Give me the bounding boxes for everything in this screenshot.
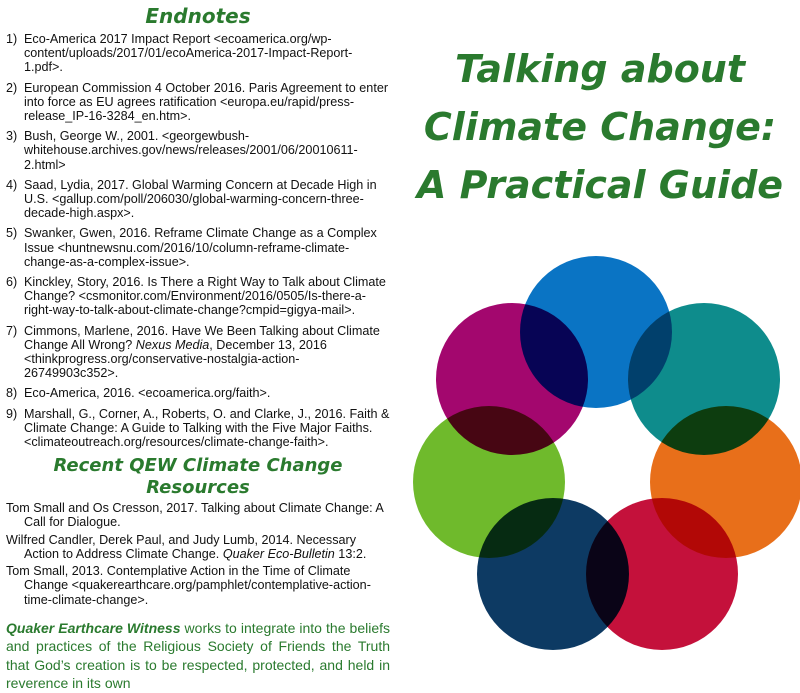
endnote-text-end: , December 13, 2016 <thinkprogress.org/conservative-nostalgia-action-26749903c352>. xyxy=(24,337,327,381)
endnote-number: 9) xyxy=(6,406,18,421)
resource-publication: Quaker Eco-Bulletin xyxy=(222,546,335,561)
endnote-item xyxy=(6,178,390,221)
qew-org-name: Quaker Earthcare Witness xyxy=(6,619,181,636)
endnote-item xyxy=(6,275,390,318)
cover-title xyxy=(410,40,790,214)
resource-item: Tom Small, 2013. Contemplative Action in the Time of Climate Change <quakerearthcare.org/pamphlet/contemplative-action-time-climate-change>. xyxy=(6,564,371,607)
circle-magenta xyxy=(436,303,588,455)
endnotes-list xyxy=(6,32,390,449)
cover-panel xyxy=(400,0,800,671)
title-line-2: Climate Change: xyxy=(423,105,777,149)
resources-list xyxy=(6,501,390,606)
resource-item xyxy=(6,533,390,561)
endnote-item xyxy=(6,81,390,124)
endnote-item xyxy=(6,407,390,450)
resources-heading: Recent QEW Climate Change Resources xyxy=(53,455,343,499)
endnote-text: Saad, Lydia, 2017. Global Warming Concern at Decade High in U.S. <gallup.com/poll/206030/global-warming-concern-three-decade-high.aspx>. xyxy=(24,177,377,221)
endnote-publication: Nexus Media xyxy=(135,337,210,352)
title-line-3: A Practical Guide xyxy=(416,163,784,207)
resource-text-end: 13:2. xyxy=(334,546,367,561)
endnote-item xyxy=(6,226,390,269)
endnote-number: 4) xyxy=(6,177,18,192)
endnote-number: 6) xyxy=(6,275,18,290)
endnote-number: 7) xyxy=(6,323,18,338)
endnote-number: 8) xyxy=(6,386,18,401)
left-panel xyxy=(6,4,390,692)
endnote-text: Kinckley, Story, 2016. Is There a Right Way to Talk about Climate Change? <csmonitor.com/Environment/2016/0505/Is-there-a-right-way-to-talk-about-climate-change?cmpid=gigya-mail>. xyxy=(24,275,386,318)
endnote-item xyxy=(6,386,390,400)
endnote-item xyxy=(6,324,390,381)
resource-item: Tom Small and Os Cresson, 2017. Talking about Climate Change: A Call for Dialogue. xyxy=(6,501,384,530)
endnote-number: 2) xyxy=(6,80,18,95)
endnote-text: Marshall, G., Corner, A., Roberts, O. and Clarke, J., 2016. Faith & Climate Change: A Guide to Talking with the Five Major Faiths. <climateoutreach.org/resources/climate-change-faith>. xyxy=(24,406,390,450)
endnote-text: Eco-America, 2016. <ecoamerica.org/faith>. xyxy=(24,386,271,401)
endnote-item xyxy=(6,129,390,172)
title-line-1: Talking about xyxy=(454,47,746,91)
endnote-text-start: Cimmons, Marlene, 2016. Have We Been Talking about Climate Change All Wrong? xyxy=(24,323,380,352)
endnote-text: Swanker, Gwen, 2016. Reframe Climate Change as a Complex Issue <huntnewsnu.com/2016/10/column-reframe-climate-change-as-a-complex-issue>. xyxy=(24,226,377,269)
endnote-text: European Commission 4 October 2016. Paris Agreement to enter into force as EU agrees ratification <europa.eu/rapid/press-release_IP-16-3284_en.htm>. xyxy=(24,80,389,124)
resource-text-start: Wilfred Candler, Derek Paul, and Judy Lumb, 2014. Necessary Action to Address Climate Change. xyxy=(6,532,356,561)
endnote-number: 5) xyxy=(6,226,18,241)
circles-logo xyxy=(400,255,800,671)
endnotes-heading: Endnotes xyxy=(145,4,251,28)
endnote-text: Eco-America 2017 Impact Report <ecoamerica.org/wp-content/uploads/2017/01/ecoAmerica-2017-Impact-Report-1.pdf>. xyxy=(24,32,353,75)
endnote-number: 1) xyxy=(6,32,18,46)
endnote-number: 3) xyxy=(6,129,18,144)
qew-description xyxy=(6,619,390,693)
endnote-item xyxy=(6,32,390,75)
qew-text: works to integrate into the beliefs and practices of the Religious Society of Friends the Truth that God’s creation is to be respected, protected, and held in reverence in its own xyxy=(6,619,390,692)
endnote-text: Bush, George W., 2001. <georgewbush-whitehouse.archives.gov/news/releases/2001/06/20010611-2.html> xyxy=(24,129,358,172)
